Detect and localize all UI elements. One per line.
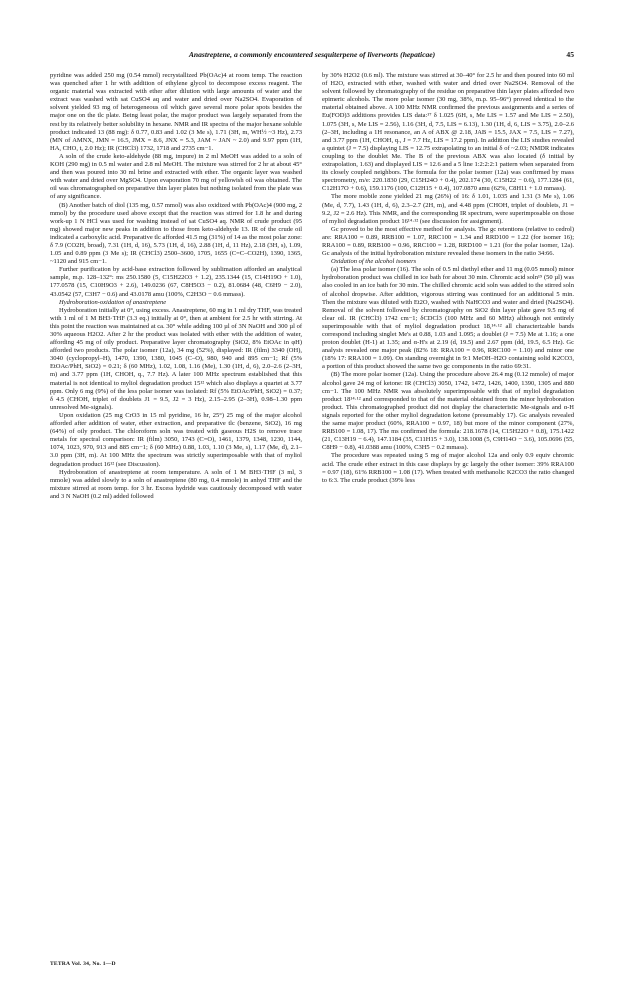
paragraph: Hydroboration initially at 0°, using excess. Anastreptene, 60 mg in 1 ml dry THF, was treated with 1 ml of 1 M BH3·THF (3.3 eq.) initially at 0°, then at ambient for 2.5 hr with stirring. At this point the reaction was maintained at ca. 30° while adding 100 µl of 3N NaOH and 300 µl of 30% aqueous H2O2. After 2 hr the product was isolated with ether with the addition of water, affording 45 mg of oily product. Preparative layer chromatography (SiO2, 8% EtOAc in φH) afforded two products. The polar isomer (12a), 34 mg (52%), displayed: IR (film) 3340 (OH), 3040 (cyclopropyl–H), 1470, 1390, 1380, 1045 (C–O), 980, 940 and 895 cm−1; Rf (5% EtOAc/PhH, SiO2) = 0.21; δ (60 MHz), 1.02, 1.08, 1.16 (Me), 1.30 (1H, d, 6), 2.0–2.6 (2–3H, m) and 3.77 ppm (1H, CHOH, q., 7.7 Hz). A later 100 MHz spectrum established that this material is not identical to myliol degradation product 15¹² which also displays a quartet at 3.77 ppm. Only 6 mg (9%) of the less polar isomer was isolated: Rf (5% EtOAc/PhH, SiO2) = 0.37; δ 4.5 (CHOH, triplet of doublets J1 = 9.5, J2 = 3 Hz), 2.15–2.95 (2–3H), 0.98–1.30 ppm unresolved Me-signals). xyxy=(50,306,302,411)
journal-footer: TETRA Vol. 34, No. 1—D xyxy=(50,961,116,967)
paragraph: by 30% H2O2 (0.6 ml). The mixture was stirred at 30–40° for 2.5 hr and then poured into 60 ml of H2O, extracted with ether, washed with water and dried over Na2SO4. Removal of the solvent followed by chromatography of the residue on preparative thin layer plates afforded two epimeric alcohols. The more polar isomer (30 mg, 38%, m.p. 95–96°) proved identical to the material obtained above. A 100 MHz NMR confirmed the previous assignments and a series of Eu(FOD)3 additions provides LIS data:¹⁷ δ 1.025 (6H, s, Me LIS = 1.57 and Me LIS = 2.50), 1.075 (3H, s, Me LIS = 2.56), 1.16 (3H, d, 7.5, LIS = 6.13), 1.30 (1H, d, 6, LIS = 3.75), 2.0–2.6 (2–3H, including a 1H resonance, an A of ABX @ 2.18, JAB = 15.5, JAX = 7.5, LIS = 7.27), and 3.77 ppm (1H, CHOH, q., J = 7.7 Hz, LIS = 17.2 ppm). In addition the LIS studies revealed a quintet (J = 7.5) displaying LIS = 12.75 extrapolating to an initial δ of ~2.03; NMDR indicates coupling to the doublet Me. The B of the previous ABX was also located (δ initial by extrapolation, 1.63) and displayed LIS = 12.6 and a 5 line 1:2:2:2:1 pattern when separated from its closely coupled neighbors. The formula for the polar isomer (12a) was confirmed by mass spectrometry, m/e: 220.1830 (29, C15H24O + 0.4), 202.174 (30, C15H22 − 0.6), 177.1284 (61, C12H17O + 0.6), 159.1176 (100, C12H15 + 0.4), 107.0870 amu (62%, C8H11 + 1.0 mmass). xyxy=(322,72,574,193)
section-heading: Hydroboration-oxidation of anastreptene xyxy=(59,298,167,306)
running-header xyxy=(50,50,574,64)
paragraph: A soln of the crude keto-aldehyde (88 mg, impure) in 2 ml MeOH was added to a soln of KOH (290 mg) in 0.5 ml water and 2.8 ml MeOH. The mixture was stirred for 2 hr at about 45° and then was poured into 30 ml brine and extracted with ether. The organic layer was washed with water and dried over MgSO4. Upon evaporation 70 mg of yellowish oil was obtained. The oil was chromatographed on preparative thin layer plates but nothing isolated from the plate was of any significance. xyxy=(50,152,302,201)
paragraph: Gc proved to be the most effective method for analysis. The gc retentions (relative to cedrol) are: RRA100 = 0.89, RRB100 = 1.07, RRC100 = 1.34 and RRD100 = 1.22 (for isomer 16); RRA100 = 0.89, RRB100 = 0.96, RRC100 = 1.28, RRD100 = 1.21 (for the polar isomer, 12a). Gc analysis of the initial hydroboration mixture revealed these isomers in the ratio 34:66. xyxy=(322,225,574,258)
page-number: 45 xyxy=(566,50,574,59)
section-heading: Oxidation of the alcohol isomers xyxy=(331,258,417,266)
running-title: Anastreptene, a commonly encountered sesquiterpene of liverworts (hepaticae) xyxy=(188,50,436,59)
paragraph: (B) Another batch of diol (135 mg, 0.57 mmol) was also oxidized with Pb(OAc)4 (900 mg, 2 mmol) by the procedure used above except that the reaction was stirred for 1.8 hr and during work-up 1 N HCl was used for washing instead of sat CuSO4 aq. NMR of crude product (95 mg) showed major new peaks in addition to those from keto-aldehyde 13. IR of the crude oil indicated a carboxylic acid. Preparative tlc afforded 41.5 mg (31%) of 14 as the most polar zone: δ 7.9 (CO2H, broad), 7.31 (1H, d, 16), 5.73 (1H, d, 16), 2.88 (1H, d, 11 Hz), 2.18 (3H, s), 1.09, 1.05 and 0.89 ppm (3 Me s); IR (CHCl3) 2500–3600, 1705, 1655 (C=C–CO2H), 1390, 1365, ~1120 and 915 cm−1. xyxy=(50,201,302,266)
paragraph: (B) The more polar isomer (12a). Using the procedure above 26.4 mg (0.12 mmole) of major alcohol gave 24 mg of ketone: IR (CHCl3) 3050, 1742, 1472, 1426, 1400, 1390, 1305 and 880 cm−1. The 100 MHz NMR was absolutely superimposable with that of myliol degradation product 18¹⁴·¹² and corresponded to that of the material obtained from the minor hydroboration product. This chromatographed product did not display the characteristic Me-signals and α-H signals reported for the other myliol degradation ketone (presumably 17). Gc analysis revealed the same major product (60%, RRA100 = 0.97, 18) but more of the minor component (27%, RRB100 = 1.08, 17). The ms confirmed the formula: 218.1678 (14, C15H22O + 0.8), 175.1422 (21, C13H19 − 6.4), 147.1184 (35, C11H15 + 3.0), 138.1008 (5, C9H14O − 3.6), 105.0696 (55, C8H9 − 0.8), 41.0388 amu (100%, C3H5 − 0.2 mmass). xyxy=(322,371,574,452)
paragraph: The procedure was repeated using 5 mg of major alcohol 12a and only 0.9 equiv chromic acid. The crude ether extract in this case displays by gc largely the other isomer: 39% RRA100 = 0.97 (18), 61% RRB100 = 1.08 (17). When treated with methanolic K2CO3 the ratio changed to 6:3. The crude product (39% less xyxy=(322,452,574,484)
paragraph: Hydroboration of anastreptene at room temperature. A soln of 1 M BH3·THF (3 ml, 3 mmole) was added slowly to a soln of anastreptene (80 mg, 0.4 mmole) in anhyd THF and the mixture stirred at room temp. for 3 hr. Excess hydride was cautiously decomposed with water and 3 N NaOH (0.2 ml) added followed xyxy=(50,468,302,500)
left-column xyxy=(50,72,302,501)
paragraph: Upon oxidation (25 mg CrO3 in 15 ml pyridine, 16 hr, 25°) 25 mg of the major alcohol afforded after addition of water, ether extraction, and preparative tlc (benzene, SiO2), 16 mg (64%) of oily product. The chloroform soln was treated with gaseous H2S to remove trace metals for spectral comparison: IR (film) 3050, 1743 (C=O), 1461, 1379, 1348, 1230, 1144, 1074, 1023, 970, 913 and 885 cm−1; δ (60 MHz) 0.88, 1.03, 1.10 (3 Me, s), 1.17 (Me, d), 2.1–3.0 ppm (3H, m). At 100 MHz the spectrum was strictly superimposable with that of myliol degradation product 16¹² (see Discussion). xyxy=(50,411,302,468)
right-column xyxy=(322,72,574,485)
paragraph: The more mobile zone yielded 21 mg (26%) of 16: δ 1.01, 1.035 and 1.31 (3 Me s), 1.06 (Me, d, 7.7), 1.43 (1H, d, 6), 2.3–2.7 (2H, m), and 4.48 ppm (CHOH, triplet of doublets, J1 = 9.2, J2 = 2.6 Hz). This NMR, and the corresponding IR spectrum, were superimposable on those of myliol degradation product 16¹⁴·¹² (see discussion for assignment). xyxy=(322,193,574,225)
paragraph: pyridine was added 250 mg (0.54 mmol) recrystallized Pb(OAc)4 at room temp. The reaction was quenched after 1 hr with addition of ethylene glycol to decompose excess reagent. The organic material was extracted with ether after dilution with large amounts of water and the extract was washed with sat CuSO4 aq and water and dried over Na2SO4. Evaporation of solvent yielded 93 mg of heterogeneous oil which gave several more polar spots besides the major one on the tlc plate. Being least polar, the major product was largely separated from the rest by its relatively better solubility in hexane. NMR and IR spectra of the major hexane soluble product indicated 13 (88 mg): δ 0.77, 0.83 and 1.02 (3 Me s), 1.71 (3H, m, WH½ ~3 Hz), 2.73 (MN of AMNX, JMN = 16.5, JMX = 8.6, JNX = 5.3, JAM ~ JAN ~ 2.0) and 9.97 ppm (1H, HA, CHO, t, 2.0 Hz); IR (CHCl3) 1732, 1718 and 2735 cm−1. xyxy=(50,72,302,152)
paragraph: Further purification by acid-base extraction followed by sublimation afforded an analytical sample, m.p. 128–132°: ms 250.1580 (5, C15H22O3 + 1.2), 235.1344 (15, C14H19O + 1.0), 177.0578 (15, C10H9O3 + 2.6), 149.0236 (67, C8H5O3 − 0.2), 81.0684 (48, C6H9 − 2.0), 43.0542 (57, C3H7 − 0.6) and 43.0178 amu (100%, C2H3O − 0.6 mmass). xyxy=(50,266,302,298)
paragraph: (a) The less polar isomer (16). The soln of 0.5 ml diethyl ether and 11 mg (0.05 mmol) minor hydroboration product was chilled in ice bath for about 30 min. Chromic acid soln¹⁹ (50 µl) was also cooled in an ice bath for 30 min. The chilled chromic acid soln was added to the stirred soln of alcohol dropwise. After addition, vigorous stirring was continued for an additional 5 min. Then the mixture was diluted with Et2O, washed with NaHCO3 and water and dried (Na2SO4). Removal of the solvent followed by chromatography on SiO2 thin layer plate gave 9.5 mg of clear oil. IR (CHCl3) 1742 cm−1; δCDCl3 (100 MHz and 60 MHz) although not entirely superimposable with that of myliol degradation product 18,¹⁴·¹² all characterizable bands correspond including singlet Me's at 0.88, 1.03 and 1.095; a doublet (J = 7.5) Me at 1.16; a one proton doublet (H-1) at 1.35; and α-H's at 2.19 (d, 19.5) and 2.67 ppm (dd, 19.5, 6.5 Hz). Gc analysis revealed one major peak (82% 18: RRA100 = 0.96, RRC100 = 1.10) and minor one (18% 17: RRA100 = 1.09). On standing overnight in 9:1 MeOH–H2O containing solid K2CO3, a portion of this product showed the same two gc components in the ratio 69:31. xyxy=(322,266,574,371)
